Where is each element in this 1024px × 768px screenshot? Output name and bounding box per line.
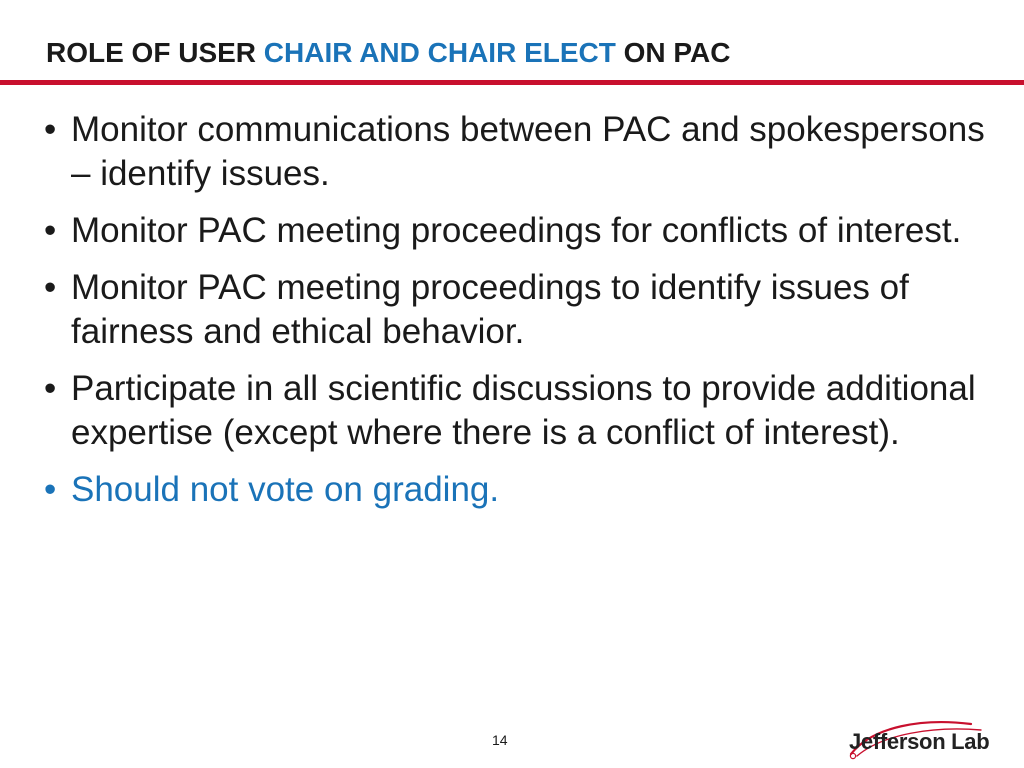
title-part-on-pac: ON PAC xyxy=(615,37,731,68)
bullet-marker: • xyxy=(44,110,57,149)
title-part-chair-and-chair-elect: CHAIR AND CHAIR ELECT xyxy=(263,37,616,68)
bullet-item xyxy=(44,209,994,253)
jefferson-lab-logo xyxy=(843,716,993,760)
logo-text: Jefferson Lab xyxy=(849,729,990,754)
bullet-text: Monitor PAC meeting proceedings to identify issues of fairness and ethical behavior. xyxy=(71,268,909,351)
bullet-text: Participate in all scientific discussions to provide additional expertise (except where there is a conflict of interest). xyxy=(71,369,976,452)
bullet-item-highlight xyxy=(44,468,994,512)
bullet-item xyxy=(44,266,994,354)
bullet-text: Monitor PAC meeting proceedings for conflicts of interest. xyxy=(71,211,962,250)
title-part-role-of-user: ROLE OF USER xyxy=(46,37,264,68)
bullet-marker: • xyxy=(44,268,57,307)
bullet-marker: • xyxy=(44,470,57,509)
bullet-text: Should not vote on grading. xyxy=(71,470,500,509)
bullet-item xyxy=(44,367,994,455)
bullet-marker: • xyxy=(44,369,57,408)
bullet-text: Monitor communications between PAC and spokespersons – identify issues. xyxy=(71,110,985,193)
title-divider xyxy=(0,80,1024,85)
bullet-list xyxy=(44,108,994,525)
slide-title xyxy=(46,33,730,73)
page-number: 14 xyxy=(492,732,508,748)
bullet-marker: • xyxy=(44,211,57,250)
bullet-item xyxy=(44,108,994,196)
